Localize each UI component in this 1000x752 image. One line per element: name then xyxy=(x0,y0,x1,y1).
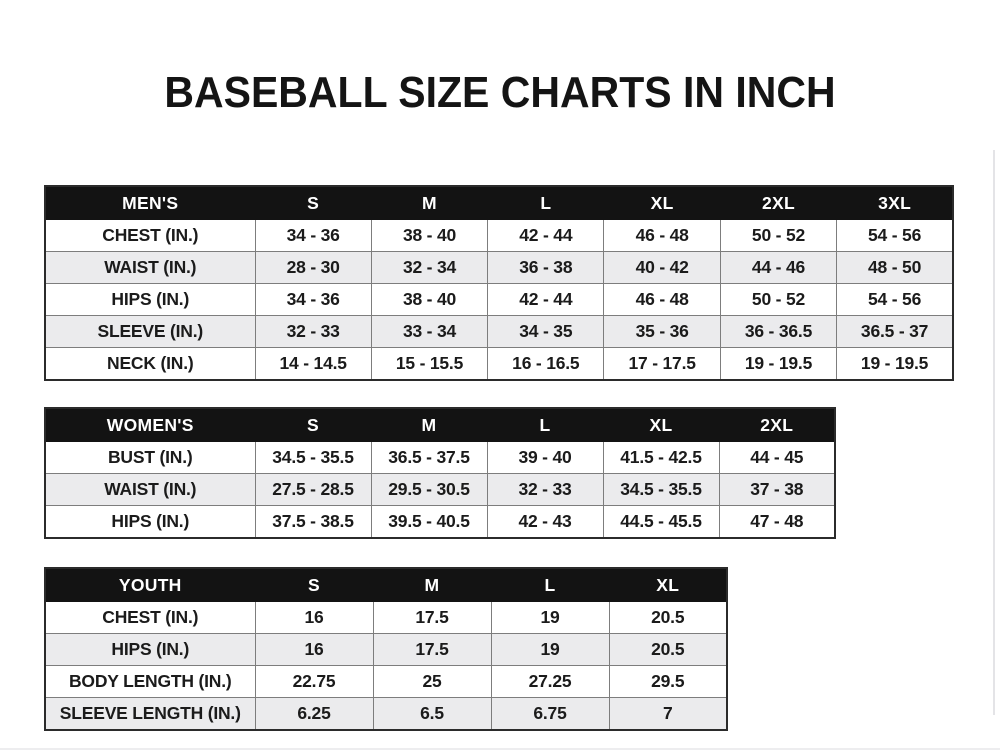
table-row xyxy=(45,698,727,731)
size-value-cell: 36 - 36.5 xyxy=(720,316,836,348)
size-column-header: XL xyxy=(604,186,720,220)
header-row xyxy=(45,186,953,220)
table-row xyxy=(45,634,727,666)
table-row xyxy=(45,316,953,348)
size-value-cell: 16 - 16.5 xyxy=(488,348,604,381)
measurement-label: HIPS (IN.) xyxy=(45,284,255,316)
size-value-cell: 17 - 17.5 xyxy=(604,348,720,381)
size-value-cell: 47 - 48 xyxy=(719,506,835,539)
size-value-cell: 54 - 56 xyxy=(837,220,953,252)
table-row xyxy=(45,348,953,381)
size-value-cell: 42 - 44 xyxy=(488,284,604,316)
size-value-cell: 29.5 xyxy=(609,666,727,698)
measurement-label: BODY LENGTH (IN.) xyxy=(45,666,255,698)
size-value-cell: 33 - 34 xyxy=(371,316,487,348)
table-row xyxy=(45,602,727,634)
size-value-cell: 20.5 xyxy=(609,602,727,634)
table-row xyxy=(45,506,835,539)
scan-artifact-bottom-line xyxy=(0,748,1000,750)
table-row xyxy=(45,474,835,506)
size-column-header: S xyxy=(255,568,373,602)
page-title: BASEBALL SIZE CHARTS IN INCH xyxy=(164,67,836,117)
scan-artifact-vertical-line xyxy=(993,150,995,715)
size-value-cell: 48 - 50 xyxy=(837,252,953,284)
size-value-cell: 38 - 40 xyxy=(371,220,487,252)
measurement-label: NECK (IN.) xyxy=(45,348,255,381)
header-row xyxy=(45,568,727,602)
size-value-cell: 19 - 19.5 xyxy=(837,348,953,381)
size-column-header: S xyxy=(255,408,371,442)
size-column-header: M xyxy=(371,408,487,442)
size-value-cell: 6.75 xyxy=(491,698,609,731)
size-value-cell: 44.5 - 45.5 xyxy=(603,506,719,539)
size-value-cell: 50 - 52 xyxy=(720,220,836,252)
measurement-label: SLEEVE LENGTH (IN.) xyxy=(45,698,255,731)
size-value-cell: 16 xyxy=(255,634,373,666)
size-column-header: M xyxy=(373,568,491,602)
size-column-header: S xyxy=(255,186,371,220)
size-column-header: L xyxy=(488,186,604,220)
size-value-cell: 27.25 xyxy=(491,666,609,698)
size-value-cell: 38 - 40 xyxy=(371,284,487,316)
size-column-header: L xyxy=(487,408,603,442)
size-column-header: 2XL xyxy=(719,408,835,442)
size-value-cell: 19 xyxy=(491,602,609,634)
size-value-cell: 27.5 - 28.5 xyxy=(255,474,371,506)
tables-container xyxy=(44,185,1000,731)
size-value-cell: 6.25 xyxy=(255,698,373,731)
size-value-cell: 44 - 46 xyxy=(720,252,836,284)
size-value-cell: 34 - 36 xyxy=(255,284,371,316)
size-value-cell: 34 - 35 xyxy=(488,316,604,348)
size-value-cell: 36.5 - 37 xyxy=(837,316,953,348)
size-value-cell: 50 - 52 xyxy=(720,284,836,316)
group-header: YOUTH xyxy=(45,568,255,602)
size-value-cell: 35 - 36 xyxy=(604,316,720,348)
size-value-cell: 29.5 - 30.5 xyxy=(371,474,487,506)
size-value-cell: 34.5 - 35.5 xyxy=(603,474,719,506)
size-value-cell: 32 - 33 xyxy=(487,474,603,506)
size-value-cell: 37.5 - 38.5 xyxy=(255,506,371,539)
mens-size-table xyxy=(44,185,954,381)
measurement-label: SLEEVE (IN.) xyxy=(45,316,255,348)
measurement-label: CHEST (IN.) xyxy=(45,602,255,634)
size-value-cell: 19 xyxy=(491,634,609,666)
size-value-cell: 28 - 30 xyxy=(255,252,371,284)
table-row xyxy=(45,252,953,284)
size-value-cell: 42 - 43 xyxy=(487,506,603,539)
size-value-cell: 14 - 14.5 xyxy=(255,348,371,381)
womens-size-table xyxy=(44,407,836,539)
table-row xyxy=(45,442,835,474)
size-value-cell: 17.5 xyxy=(373,602,491,634)
size-column-header: 2XL xyxy=(720,186,836,220)
size-value-cell: 32 - 33 xyxy=(255,316,371,348)
size-value-cell: 34.5 - 35.5 xyxy=(255,442,371,474)
size-value-cell: 17.5 xyxy=(373,634,491,666)
size-value-cell: 46 - 48 xyxy=(604,220,720,252)
size-value-cell: 32 - 34 xyxy=(371,252,487,284)
measurement-label: HIPS (IN.) xyxy=(45,634,255,666)
size-value-cell: 6.5 xyxy=(373,698,491,731)
size-column-header: M xyxy=(371,186,487,220)
measurement-label: BUST (IN.) xyxy=(45,442,255,474)
size-value-cell: 37 - 38 xyxy=(719,474,835,506)
measurement-label: CHEST (IN.) xyxy=(45,220,255,252)
size-value-cell: 22.75 xyxy=(255,666,373,698)
size-value-cell: 40 - 42 xyxy=(604,252,720,284)
size-value-cell: 42 - 44 xyxy=(488,220,604,252)
size-value-cell: 46 - 48 xyxy=(604,284,720,316)
measurement-label: WAIST (IN.) xyxy=(45,252,255,284)
group-header: WOMEN'S xyxy=(45,408,255,442)
table-row xyxy=(45,220,953,252)
size-value-cell: 41.5 - 42.5 xyxy=(603,442,719,474)
size-value-cell: 44 - 45 xyxy=(719,442,835,474)
table-row xyxy=(45,666,727,698)
size-value-cell: 34 - 36 xyxy=(255,220,371,252)
size-value-cell: 36.5 - 37.5 xyxy=(371,442,487,474)
measurement-label: WAIST (IN.) xyxy=(45,474,255,506)
measurement-label: HIPS (IN.) xyxy=(45,506,255,539)
size-column-header: XL xyxy=(603,408,719,442)
size-value-cell: 36 - 38 xyxy=(488,252,604,284)
table-row xyxy=(45,284,953,316)
header-row xyxy=(45,408,835,442)
size-column-header: 3XL xyxy=(837,186,953,220)
size-value-cell: 19 - 19.5 xyxy=(720,348,836,381)
size-value-cell: 7 xyxy=(609,698,727,731)
size-value-cell: 16 xyxy=(255,602,373,634)
size-value-cell: 20.5 xyxy=(609,634,727,666)
size-value-cell: 25 xyxy=(373,666,491,698)
size-value-cell: 39.5 - 40.5 xyxy=(371,506,487,539)
size-value-cell: 15 - 15.5 xyxy=(371,348,487,381)
youth-size-table xyxy=(44,567,728,731)
size-value-cell: 39 - 40 xyxy=(487,442,603,474)
size-column-header: XL xyxy=(609,568,727,602)
size-column-header: L xyxy=(491,568,609,602)
group-header: MEN'S xyxy=(45,186,255,220)
size-value-cell: 54 - 56 xyxy=(837,284,953,316)
